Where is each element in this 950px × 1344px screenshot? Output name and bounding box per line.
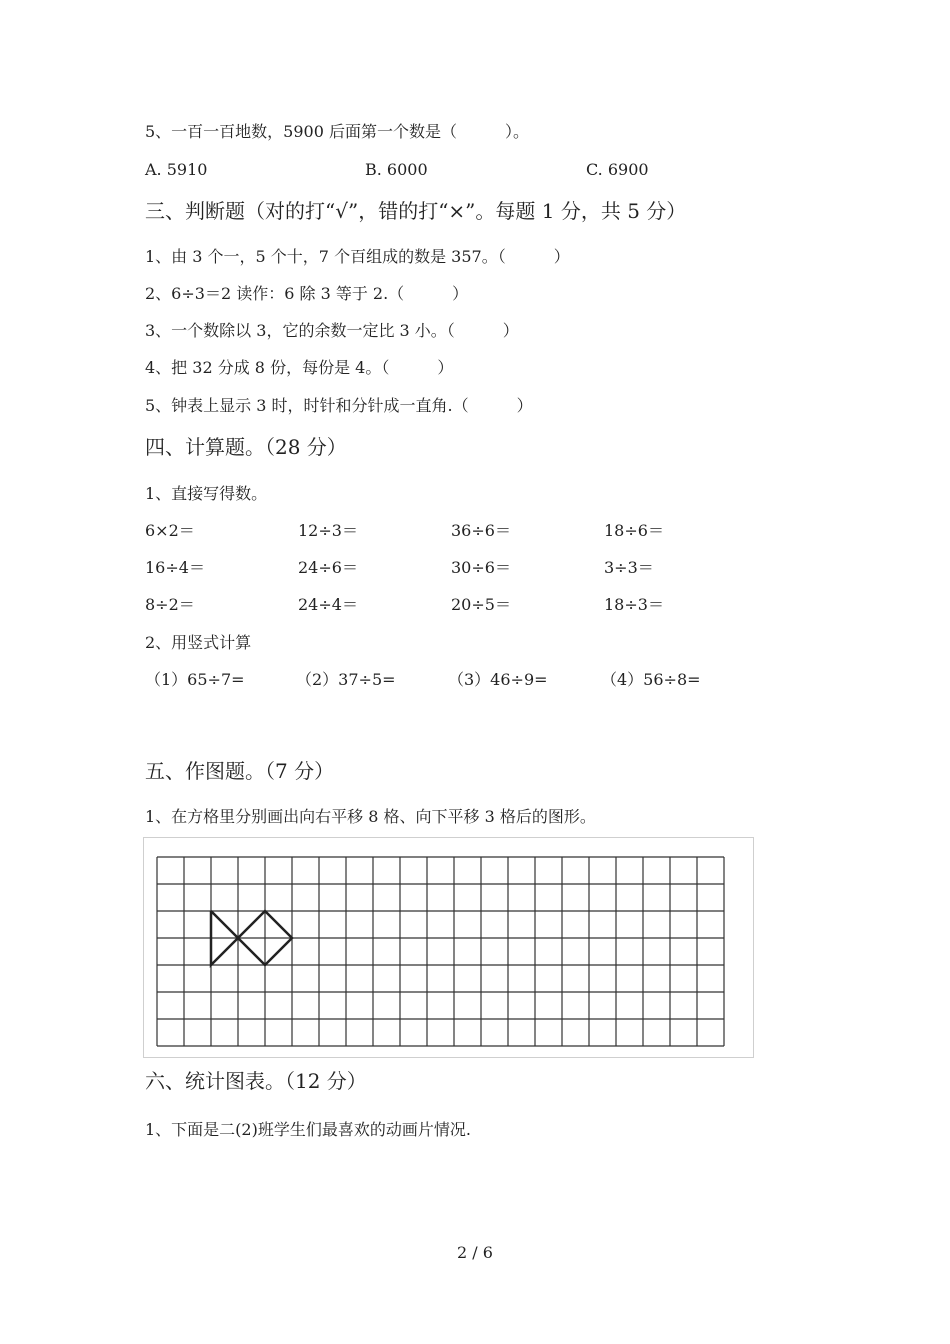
- q5-option-c: C. 6900: [586, 160, 649, 179]
- calc-sub2: 2、用竖式计算: [145, 633, 252, 652]
- calc-cell: 6×2＝: [145, 521, 195, 540]
- vertical-calc-2: （2）37÷5=: [296, 670, 396, 689]
- judge-item-2: 2、6÷3＝2 读作：6 除 3 等于 2.（ ）: [145, 284, 469, 303]
- drawing-grid: [143, 837, 754, 1058]
- calc-cell: 8÷2＝: [145, 595, 195, 614]
- vertical-calc-1: （1）65÷7=: [145, 670, 245, 689]
- judge-item-3: 3、一个数除以 3，它的余数一定比 3 小。（ ）: [145, 321, 519, 340]
- calc-cell: 24÷6＝: [298, 558, 358, 577]
- calc-sub1: 1、直接写得数。: [145, 484, 268, 503]
- calc-cell: 24÷4＝: [298, 595, 358, 614]
- vertical-calc-3: （3）46÷9=: [448, 670, 548, 689]
- section4-title: 四、计算题。（28 分）: [145, 435, 347, 459]
- calc-cell: 18÷3＝: [604, 595, 664, 614]
- calc-cell: 3÷3＝: [604, 558, 654, 577]
- calc-cell: 30÷6＝: [451, 558, 511, 577]
- section5-title: 五、作图题。（7 分）: [145, 759, 335, 783]
- q5-option-a: A. 5910: [145, 160, 208, 179]
- drawing-instruction: 1、在方格里分别画出向右平移 8 格、向下平移 3 格后的图形。: [145, 807, 596, 826]
- judge-item-4: 4、把 32 分成 8 份，每份是 4。（ ）: [145, 358, 454, 377]
- judge-item-5: 5、钟表上显示 3 时，时针和分针成一直角.（ ）: [145, 396, 533, 415]
- vertical-calc-4: （4）56÷8=: [601, 670, 701, 689]
- section3-title: 三、判断题（对的打“√”，错的打“×”。每题 1 分，共 5 分）: [145, 199, 687, 223]
- section6-title: 六、统计图表。（12 分）: [145, 1069, 367, 1093]
- calc-cell: 20÷5＝: [451, 595, 511, 614]
- grid-svg: [144, 838, 755, 1059]
- grid-lines: [157, 857, 724, 1046]
- page-number: 2 / 6: [457, 1243, 493, 1262]
- calc-cell: 18÷6＝: [604, 521, 664, 540]
- q5-option-b: B. 6000: [365, 160, 428, 179]
- calc-cell: 12÷3＝: [298, 521, 358, 540]
- calc-cell: 16÷4＝: [145, 558, 205, 577]
- calc-cell: 36÷6＝: [451, 521, 511, 540]
- judge-item-1: 1、由 3 个一，5 个十，7 个百组成的数是 357。（ ）: [145, 247, 570, 266]
- chart-intro: 1、下面是二(2)班学生们最喜欢的动画片情况.: [145, 1120, 471, 1139]
- q5-question: 5、一百一百地数，5900 后面第一个数是（ ）。: [145, 122, 529, 141]
